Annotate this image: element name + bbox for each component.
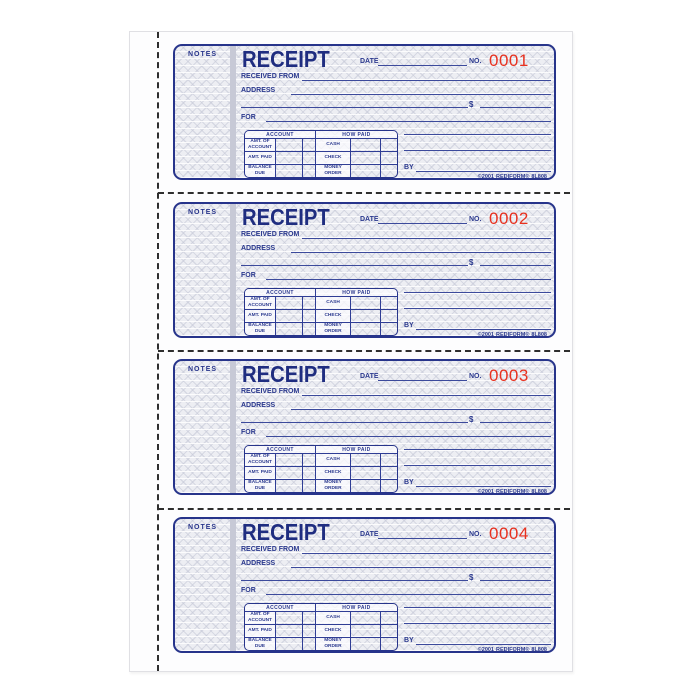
table-cell-blank xyxy=(276,165,303,177)
received-from-label: RECEIVED FROM xyxy=(241,546,300,553)
table-cell-blank xyxy=(276,454,303,467)
table-cell-blank xyxy=(276,625,303,638)
how-paid-header: HOW PAID xyxy=(316,289,397,297)
date-label: DATE xyxy=(360,216,379,223)
cash-label: CASH xyxy=(316,612,351,625)
amount-blank-line xyxy=(241,580,468,581)
perforation-line-horizontal xyxy=(158,350,570,352)
number-label: NO. xyxy=(469,216,482,223)
table-cell-blank xyxy=(351,139,381,152)
for-blank-line xyxy=(266,436,551,437)
table-cell-blank xyxy=(303,480,316,492)
receipt-number: 0004 xyxy=(489,524,529,543)
receipt-form xyxy=(173,44,556,180)
receipt-form xyxy=(173,517,556,653)
address-blank-line xyxy=(291,252,551,253)
date-label: DATE xyxy=(360,58,379,65)
date-blank-line xyxy=(378,538,467,539)
amt-paid-label: AMT. PAID xyxy=(245,625,276,638)
copyright-line xyxy=(478,174,547,180)
cash-label: CASH xyxy=(316,454,351,467)
date-label: DATE xyxy=(360,373,379,380)
notes-label: NOTES xyxy=(187,209,218,216)
side-blank-line xyxy=(404,607,551,608)
by-label: BY xyxy=(404,637,414,644)
payment-table xyxy=(244,130,398,178)
dollar-blank-line xyxy=(480,265,551,266)
table-cell-blank xyxy=(276,310,303,323)
product-code: 8L808 xyxy=(531,489,547,495)
receipt-title: RECEIPT xyxy=(242,361,330,387)
balance-due-label: BALANCE DUE xyxy=(245,323,276,335)
cash-label: CASH xyxy=(316,297,351,310)
check-label: CHECK xyxy=(316,625,351,638)
product-code: 8L808 xyxy=(531,647,547,653)
date-blank-line xyxy=(378,380,467,381)
table-cell-blank xyxy=(381,625,397,638)
copyright-year: ©2001 xyxy=(477,332,494,338)
address-label: ADDRESS xyxy=(241,402,276,409)
table-cell-blank xyxy=(381,152,397,165)
table-cell-blank xyxy=(303,467,316,480)
side-blank-line xyxy=(404,150,551,151)
by-blank-line xyxy=(416,644,551,645)
table-cell-blank xyxy=(303,323,316,335)
copyright-year: ©2001 xyxy=(477,174,494,180)
amt-paid-label: AMT. PAID xyxy=(245,310,276,323)
notes-label: NOTES xyxy=(187,51,218,58)
number-label: NO. xyxy=(469,58,482,65)
amount-blank-line xyxy=(241,265,468,266)
by-blank-line xyxy=(416,329,551,330)
balance-due-label: BALANCE DUE xyxy=(245,638,276,650)
amount-blank-line xyxy=(241,107,468,108)
for-label: FOR xyxy=(241,272,256,279)
amt-paid-label: AMT. PAID xyxy=(245,152,276,165)
table-cell-blank xyxy=(276,152,303,165)
brand-logo: REDIFORM® xyxy=(496,174,530,180)
side-blank-line xyxy=(404,623,551,624)
receipt-number: 0001 xyxy=(489,51,529,70)
table-cell-blank xyxy=(351,612,381,625)
table-cell-blank xyxy=(351,638,381,650)
receipt-title: RECEIPT xyxy=(242,519,330,545)
table-cell-blank xyxy=(351,310,381,323)
brand-logo: REDIFORM® xyxy=(496,332,530,338)
table-cell-blank xyxy=(351,467,381,480)
table-cell-blank xyxy=(351,323,381,335)
address-label: ADDRESS xyxy=(241,560,276,567)
table-cell-blank xyxy=(303,139,316,152)
table-cell-blank xyxy=(381,310,397,323)
side-blank-line xyxy=(404,449,551,450)
table-cell-blank xyxy=(276,297,303,310)
receipt-title: RECEIPT xyxy=(242,46,330,72)
table-cell-blank xyxy=(351,152,381,165)
for-blank-line xyxy=(266,121,551,122)
table-cell-blank xyxy=(381,165,397,177)
account-header: ACCOUNT xyxy=(245,131,316,139)
receipt-sheet-paper xyxy=(129,31,573,672)
for-blank-line xyxy=(266,279,551,280)
stub-divider xyxy=(230,204,236,336)
how-paid-header: HOW PAID xyxy=(316,604,397,612)
table-cell-blank xyxy=(381,139,397,152)
receipt-number: 0003 xyxy=(489,366,529,385)
table-cell-blank xyxy=(381,638,397,650)
table-cell-blank xyxy=(351,480,381,492)
table-cell-blank xyxy=(303,297,316,310)
amt-of-account-label: AMT. OF ACCOUNT xyxy=(245,139,276,152)
table-cell-blank xyxy=(381,467,397,480)
table-cell-blank xyxy=(276,467,303,480)
dollar-sign: $ xyxy=(469,100,474,109)
receipt-form xyxy=(173,202,556,338)
brand-logo: REDIFORM® xyxy=(496,489,530,495)
table-cell-blank xyxy=(381,480,397,492)
copyright-line xyxy=(478,647,547,653)
stub-divider xyxy=(230,46,236,178)
table-cell-blank xyxy=(381,454,397,467)
dollar-blank-line xyxy=(480,107,551,108)
received-from-label: RECEIVED FROM xyxy=(241,231,300,238)
amount-blank-line xyxy=(241,422,468,423)
check-label: CHECK xyxy=(316,152,351,165)
received-from-blank-line xyxy=(302,395,551,396)
money-order-label: MONEY ORDER xyxy=(316,480,351,492)
table-cell-blank xyxy=(351,165,381,177)
side-blank-line xyxy=(404,292,551,293)
perforation-line-horizontal xyxy=(158,508,570,510)
table-cell-blank xyxy=(351,625,381,638)
dollar-sign: $ xyxy=(469,258,474,267)
how-paid-header: HOW PAID xyxy=(316,446,397,454)
copyright-year: ©2001 xyxy=(477,489,494,495)
by-blank-line xyxy=(416,486,551,487)
account-header: ACCOUNT xyxy=(245,446,316,454)
address-blank-line xyxy=(291,94,551,95)
money-order-label: MONEY ORDER xyxy=(316,323,351,335)
balance-due-label: BALANCE DUE xyxy=(245,480,276,492)
table-cell-blank xyxy=(303,612,316,625)
receipt-number: 0002 xyxy=(489,209,529,228)
table-cell-blank xyxy=(381,297,397,310)
address-label: ADDRESS xyxy=(241,245,276,252)
check-label: CHECK xyxy=(316,310,351,323)
table-cell-blank xyxy=(351,454,381,467)
address-label: ADDRESS xyxy=(241,87,276,94)
by-label: BY xyxy=(404,479,414,486)
table-cell-blank xyxy=(303,310,316,323)
address-blank-line xyxy=(291,409,551,410)
how-paid-header: HOW PAID xyxy=(316,131,397,139)
by-label: BY xyxy=(404,322,414,329)
table-cell-blank xyxy=(303,625,316,638)
dollar-sign: $ xyxy=(469,415,474,424)
for-blank-line xyxy=(266,594,551,595)
address-blank-line xyxy=(291,567,551,568)
by-label: BY xyxy=(404,164,414,171)
brand-logo: REDIFORM® xyxy=(496,647,530,653)
received-from-label: RECEIVED FROM xyxy=(241,73,300,80)
table-cell-blank xyxy=(276,323,303,335)
amt-paid-label: AMT. PAID xyxy=(245,467,276,480)
amt-of-account-label: AMT. OF ACCOUNT xyxy=(245,454,276,467)
money-order-label: MONEY ORDER xyxy=(316,165,351,177)
for-label: FOR xyxy=(241,429,256,436)
stub-divider xyxy=(230,361,236,493)
dollar-blank-line xyxy=(480,580,551,581)
date-label: DATE xyxy=(360,531,379,538)
notes-label: NOTES xyxy=(187,524,218,531)
dollar-blank-line xyxy=(480,422,551,423)
account-header: ACCOUNT xyxy=(245,289,316,297)
copyright-line xyxy=(478,489,547,495)
date-blank-line xyxy=(378,65,467,66)
cash-label: CASH xyxy=(316,139,351,152)
account-header: ACCOUNT xyxy=(245,604,316,612)
received-from-blank-line xyxy=(302,80,551,81)
product-code: 8L808 xyxy=(531,174,547,180)
for-label: FOR xyxy=(241,587,256,594)
table-cell-blank xyxy=(276,139,303,152)
perforation-line-horizontal xyxy=(158,192,570,194)
received-from-blank-line xyxy=(302,238,551,239)
table-cell-blank xyxy=(381,612,397,625)
dollar-sign: $ xyxy=(469,573,474,582)
copyright-year: ©2001 xyxy=(477,647,494,653)
payment-table xyxy=(244,288,398,336)
stub-divider xyxy=(230,519,236,651)
amt-of-account-label: AMT. OF ACCOUNT xyxy=(245,612,276,625)
notes-label: NOTES xyxy=(187,366,218,373)
table-cell-blank xyxy=(351,297,381,310)
side-blank-line xyxy=(404,134,551,135)
table-cell-blank xyxy=(303,454,316,467)
table-cell-blank xyxy=(381,323,397,335)
check-label: CHECK xyxy=(316,467,351,480)
money-order-label: MONEY ORDER xyxy=(316,638,351,650)
number-label: NO. xyxy=(469,373,482,380)
payment-table xyxy=(244,445,398,493)
table-cell-blank xyxy=(303,165,316,177)
receipt-title: RECEIPT xyxy=(242,204,330,230)
received-from-blank-line xyxy=(302,553,551,554)
received-from-label: RECEIVED FROM xyxy=(241,388,300,395)
table-cell-blank xyxy=(303,638,316,650)
amt-of-account-label: AMT. OF ACCOUNT xyxy=(245,297,276,310)
receipt-form xyxy=(173,359,556,495)
by-blank-line xyxy=(416,171,551,172)
table-cell-blank xyxy=(276,612,303,625)
side-blank-line xyxy=(404,308,551,309)
for-label: FOR xyxy=(241,114,256,121)
copyright-line xyxy=(478,332,547,338)
number-label: NO. xyxy=(469,531,482,538)
product-code: 8L808 xyxy=(531,332,547,338)
table-cell-blank xyxy=(303,152,316,165)
side-blank-line xyxy=(404,465,551,466)
payment-table xyxy=(244,603,398,651)
table-cell-blank xyxy=(276,638,303,650)
balance-due-label: BALANCE DUE xyxy=(245,165,276,177)
date-blank-line xyxy=(378,223,467,224)
table-cell-blank xyxy=(276,480,303,492)
